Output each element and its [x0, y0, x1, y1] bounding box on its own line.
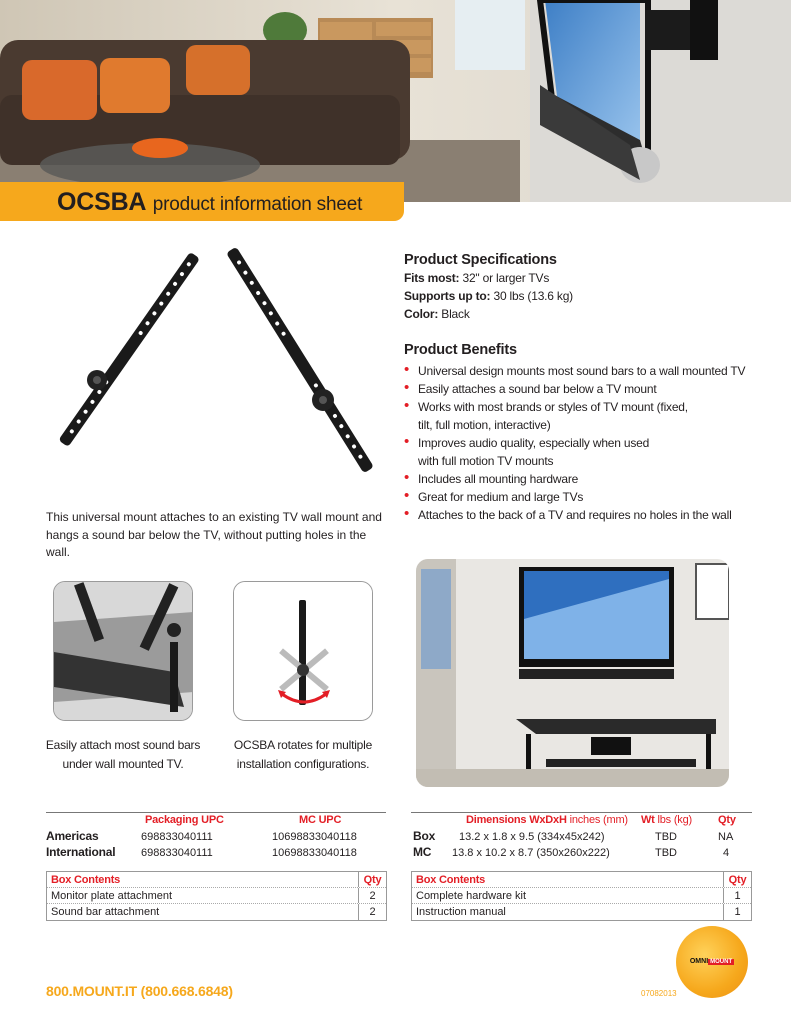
list-item — [404, 362, 764, 380]
product-description: This universal mount attaches to an existing TV wall mount and hangs a sound bar below the TV, without putting holes in the wall. — [46, 510, 382, 559]
dim-row-qty: NA — [718, 831, 734, 843]
caption-right: OCSBA rotates for multiple installation configurations. — [233, 738, 373, 771]
box-contents-qty-header: Qty — [363, 873, 382, 886]
box-contents-title: Box Contents — [412, 872, 724, 887]
benefit-text: Easily attaches a sound bar below a TV mount — [418, 382, 657, 396]
item-name: Monitor plate attachment — [47, 888, 359, 903]
dim-row-dims: 13.2 x 1.8 x 9.5 (334x45x242) — [459, 831, 605, 843]
box-contents-title: Box Contents — [47, 872, 359, 887]
dim-header-dims-bold: Dimensions WxDxH — [466, 814, 567, 826]
dim-header-wt-bold: Wt — [641, 814, 655, 826]
upc-row-mc: 10698833040118 — [272, 847, 357, 859]
dim-header-dims — [466, 814, 628, 826]
spec-supports — [404, 289, 573, 303]
logo-omni-text: OMNI — [689, 958, 709, 965]
upc-header-packaging — [145, 814, 224, 826]
benefit-text: Includes all mounting hardware — [418, 472, 579, 486]
benefits-heading: Product Benefits — [404, 342, 517, 358]
item-qty: 2 — [369, 889, 376, 902]
dim-header-qty: Qty — [718, 814, 736, 826]
list-item — [404, 506, 764, 524]
page-title — [57, 188, 362, 217]
box-contents-left — [46, 871, 387, 921]
spec-color-label: Color: — [404, 307, 439, 321]
dim-row-wt: TBD — [655, 847, 677, 859]
upc-header-mc-text: MC UPC — [299, 814, 342, 826]
item-name: Instruction manual — [412, 904, 724, 920]
item-qty: 1 — [734, 889, 741, 902]
item-name: Sound bar attachment — [47, 904, 359, 920]
benefit-text: Improves audio quality, especially when used — [418, 436, 650, 450]
logo-mount-text: MOUNT — [710, 959, 733, 965]
item-qty: 2 — [369, 906, 376, 918]
benefit-text-cont: with full motion TV mounts — [418, 454, 554, 468]
specs-heading: Product Specifications — [404, 252, 557, 268]
dim-row-dims: 13.8 x 10.2 x 8.7 (350x260x222) — [452, 847, 610, 859]
room-image — [416, 559, 729, 787]
document-code: 07082013 — [641, 989, 677, 998]
thumb-rotation — [233, 581, 373, 721]
dim-header-wt — [641, 814, 692, 826]
spec-fits — [404, 271, 549, 285]
list-item — [404, 488, 764, 506]
dim-row-wt: TBD — [655, 831, 677, 843]
model-name: OCSBA — [57, 188, 147, 216]
product-image — [40, 240, 390, 490]
upc-row-region: Americas — [46, 829, 99, 843]
box-contents-qty-header: Qty — [728, 873, 747, 886]
dim-table-rule — [411, 812, 752, 813]
benefit-text-cont: tilt, full motion, interactive) — [418, 418, 551, 432]
item-name: Complete hardware kit — [412, 888, 724, 903]
list-item — [404, 470, 764, 488]
box-contents-header — [412, 872, 751, 888]
title-subtitle: product information sheet — [152, 194, 363, 215]
table-row — [47, 888, 386, 904]
table-row — [412, 888, 751, 904]
upc-row-packaging: 698833040111 — [141, 847, 213, 859]
dim-row-label: MC — [413, 845, 432, 859]
upc-row-mc: 10698833040118 — [272, 831, 357, 843]
thumb-soundbar-install — [53, 581, 193, 721]
caption-left: Easily attach most sound bars under wall mounted TV. — [45, 738, 201, 771]
upc-row-region: International — [46, 845, 116, 859]
benefit-text: Universal design mounts most sound bars to a wall mounted TV — [418, 364, 746, 378]
dim-row-label: Box — [413, 829, 436, 843]
spec-color — [404, 307, 470, 321]
box-contents-header — [47, 872, 386, 888]
upc-row-packaging: 698833040111 — [141, 831, 213, 843]
upc-header-mc — [299, 814, 341, 826]
box-contents-right — [411, 871, 752, 921]
table-row — [412, 904, 751, 920]
benefit-text: Great for medium and large TVs — [418, 490, 584, 504]
spec-fits-value: 32" or larger TVs — [462, 271, 550, 285]
spec-supports-label: Supports up to: — [404, 289, 491, 303]
benefit-text: Works with most brands or styles of TV mount (fixed, — [418, 400, 688, 414]
spec-color-value: Black — [441, 307, 470, 321]
upc-header-packaging-text: Packaging UPC — [145, 814, 224, 826]
dim-row-qty: 4 — [723, 847, 730, 859]
omnimount-logo — [676, 926, 748, 998]
dim-header-dims-unit: inches (mm) — [566, 814, 628, 826]
benefit-text: Attaches to the back of a TV and requires no holes in the wall — [418, 508, 732, 522]
benefits-list — [404, 362, 764, 524]
list-item — [404, 434, 764, 470]
phone-number[interactable]: 800.MOUNT.IT (800.668.6848) — [46, 983, 233, 999]
item-qty: 1 — [734, 906, 741, 918]
list-item — [404, 398, 764, 434]
list-item — [404, 380, 764, 398]
spec-fits-label: Fits most: — [404, 271, 460, 285]
upc-table-rule — [46, 812, 386, 813]
dim-header-wt-unit: lbs (kg) — [654, 814, 692, 826]
hero-image — [0, 0, 791, 202]
spec-supports-value: 30 lbs (13.6 kg) — [493, 289, 573, 303]
table-row — [47, 904, 386, 920]
